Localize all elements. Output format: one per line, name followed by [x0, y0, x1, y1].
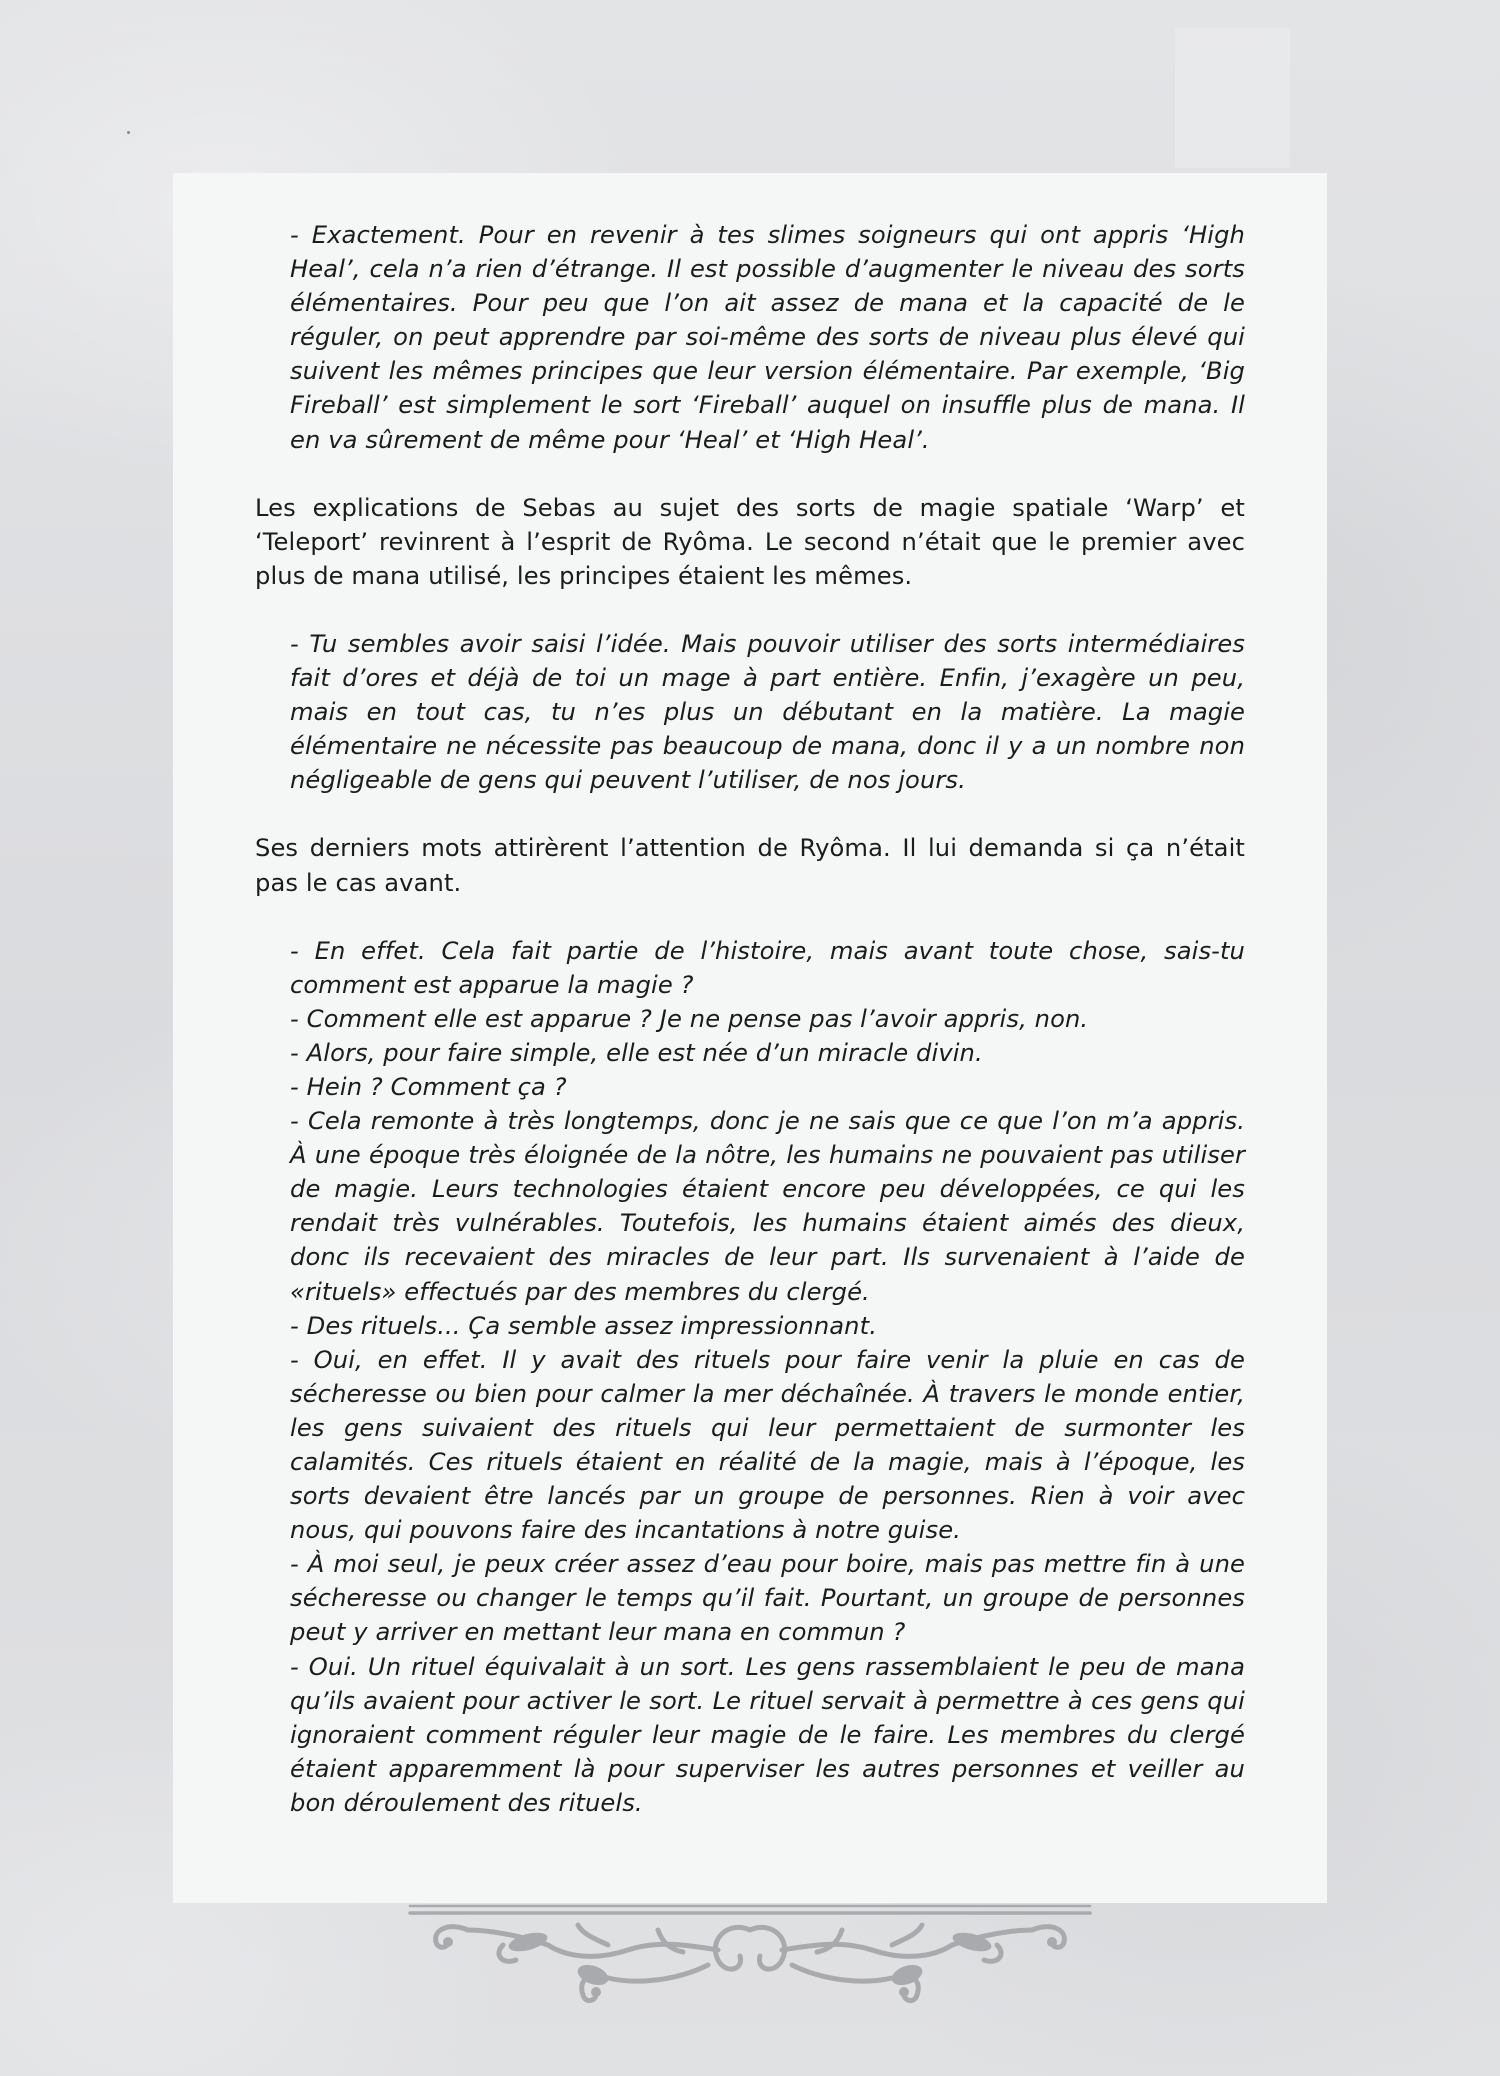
dialogue-line: - Exactement. Pour en revenir à tes slimes soigneurs qui ont appris ‘High Heal’, cela n’a rien d’étrange. Il est possible d’augmenter le niveau des sorts élémentaires. Pour peu que l’on ait assez de mana et la capacité de le réguler, on peut apprendre par soi-même des sorts de niveau plus élevé qui suivent les mêmes principes que leur version élémentaire. Par exemple, ‘Big Fireball’ est simplement le sort ‘Fireball’ auquel on insuffle plus de mana. Il en va sûrement de même pour ‘Heal’ et ‘High Heal’.: [290, 221, 1245, 454]
narration-paragraph: Les explications de Sebas au sujet des sorts de magie spatiale ‘Warp’ et ‘Teleport’ revinrent à l’esprit de Ryôma. Le second n’était que le premier avec plus de mana utilisé, les principes étaient les mêmes.: [255, 493, 1245, 590]
dialogue-block: [290, 218, 1245, 457]
dialogue-line: - Cela remonte à très longtemps, donc je ne sais que ce que l’on m’a appris. À une époque très éloignée de la nôtre, les humains ne pouvaient pas utiliser de magie. Leurs technologies étaient encore peu développées, ce qui les rendait très vulnérables. Toutefois, les humains étaient aimés des dieux, donc ils recevaient des miracles de leur part. Ils survenaient à l’aide de «rituels» effectués par des membres du clergé.: [290, 1107, 1245, 1306]
dialogue-line: - En effet. Cela fait partie de l’histoire, mais avant toute chose, sais-tu comment est apparue la magie ?: [290, 936, 1245, 999]
paragraph-gap: [255, 457, 1245, 491]
dialogue-line: - Oui. Un rituel équivalait à un sort. Les gens rassemblaient le peu de mana qu’ils avaient pour activer le sort. Le rituel servait à permettre à ces gens qui ignoraient comment réguler leur magie de le faire. Les membres du clergé étaient apparemment là pour superviser les autres personnes et veiller au bon déroulement des rituels.: [290, 1652, 1245, 1817]
dialogue-line: - Tu sembles avoir saisi l’idée. Mais pouvoir utiliser des sorts intermédiaires fait d’ores et déjà de toi un mage à part entière. Enfin, j’exagère un peu, mais en tout cas, tu n’es plus un débutant en la matière. La magie élémentaire ne nécessite pas beaucoup de mana, donc il y a un nombre non négligeable de gens qui peuvent l’utiliser, de nos jours.: [290, 629, 1245, 795]
flourish-divider-icon: [408, 1900, 1092, 2010]
background-patch: [1175, 28, 1290, 168]
paragraph-gap: [255, 900, 1245, 934]
dialogue-block: [290, 934, 1245, 1820]
paragraph-gap: [255, 593, 1245, 627]
dialogue-line: - Oui, en effet. Il y avait des rituels pour faire venir la pluie en cas de sécheresse ou bien pour calmer la mer déchaînée. À travers le monde entier, les gens suivaient des rituels qui leur permettaient de surmonter les calamités. Ces rituels étaient en réalité de la magie, mais à l’époque, les sorts devaient être lancés par un groupe de personnes. Rien à voir avec nous, qui pouvons faire des incantations à notre guise.: [290, 1345, 1245, 1545]
page-text: [255, 218, 1245, 1820]
dialogue-line: - Alors, pour faire simple, elle est née d’un miracle divin.: [290, 1038, 983, 1067]
dialogue-line: - À moi seul, je peux créer assez d’eau pour boire, mais pas mettre fin à une sécheresse ou changer le temps qu’il fait. Pourtant, un groupe de personnes peut y arriver en mettant leur mana en commun ?: [290, 1550, 1245, 1647]
dialogue-line: - Des rituels... Ça semble assez impressionnant.: [290, 1311, 877, 1340]
narration-paragraph: Ses derniers mots attirèrent l’attention de Ryôma. Il lui demanda si ça n’était pas le cas avant.: [255, 834, 1245, 897]
paragraph-gap: [255, 797, 1245, 831]
dialogue-block: [290, 627, 1245, 797]
dialogue-line: - Comment elle est apparue ? Je ne pense pas l’avoir appris, non.: [290, 1004, 1089, 1033]
dialogue-line: - Hein ? Comment ça ?: [290, 1072, 567, 1101]
background-speck: [127, 131, 130, 134]
